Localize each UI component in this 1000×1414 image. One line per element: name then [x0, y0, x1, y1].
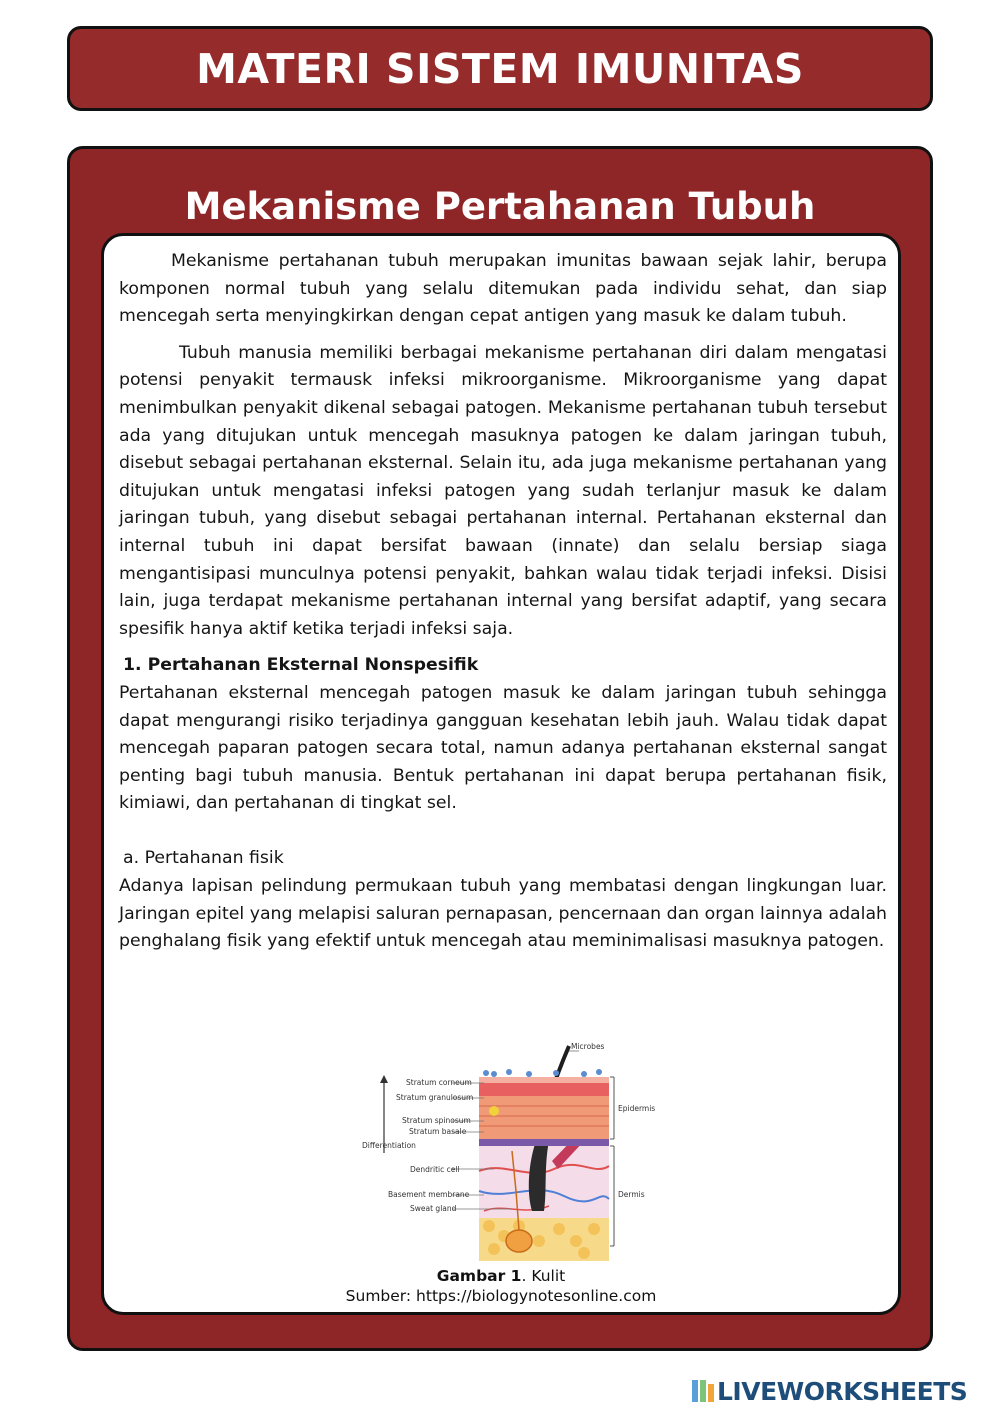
article-text [119, 248, 887, 956]
logo-icon [692, 1380, 714, 1402]
subheading-physical: a. Pertahanan fisik [123, 848, 284, 869]
paragraph-intro: Mekanisme pertahanan tubuh merupakan imunitas bawaan sejak lahir, berupa komponen normal tubuh yang selalu ditemukan pada individu sehat, dan siap mencegah serta menyingkirkan dengan cepat antigen yang masuk ke dalam tubuh. [119, 251, 887, 327]
section-title: Mekanisme Pertahanan Tubuh [184, 185, 816, 228]
label-stratum-corneum: Stratum corneum [406, 1078, 472, 1087]
label-microbes: Microbes [571, 1042, 605, 1051]
logo-text: LIVEWORKSHEETS [717, 1376, 968, 1406]
caption-text: . Kulit [521, 1267, 566, 1285]
label-dendritic-cell: Dendritic cell [410, 1165, 460, 1174]
heading-external-defense: 1. Pertahanan Eksternal Nonspesifik [123, 655, 479, 676]
content-card [101, 233, 901, 1315]
label-dermis: Dermis [618, 1190, 645, 1199]
paragraph-defense: Tubuh manusia memiliki berbagai mekanisme pertahanan diri dalam mengatasi potensi penyakit termausk infeksi mikroorganisme. Mikroorganisme yang dapat menimbulkan penyakit dikenal sebagai patogen. Mekanisme pertahanan tubuh tersebut ada yang ditujukan untuk mencegah masuknya patogen ke dalam jaringan tubuh, disebut sebagai pertahanan eksternal. Selain itu, ada juga mekanisme pertahanan yang ditujukan untuk mengatasi infeksi patogen yang sudah terlanjur masuk ke dalam jaringan tubuh, yang disebut sebagai pertahanan internal. Pertahanan eksternal dan internal tubuh ini dapat bersifat bawaan (innate) dan selalu bersiap siaga mengantisipasi munculnya potensi penyakit, bahkan walau tidak terjadi infeksi. Disisi lain, juga terdapat mekanisme pertahanan internal yang bersifat adaptif, yang secara spesifik hanya aktif ketika terjadi infeksi saja. [119, 342, 887, 639]
caption-label: Gambar 1 [436, 1267, 522, 1285]
label-basement-membrane: Basement membrane [388, 1190, 470, 1199]
label-stratum-spinosum: Stratum spinosum [402, 1116, 471, 1125]
caption-source: Sumber: https://biologynotesonline.com [345, 1287, 657, 1305]
page-title: MATERI SISTEM IMUNITAS [196, 44, 804, 93]
title-banner [67, 26, 933, 111]
label-stratum-granulosum: Stratum granulosum [396, 1093, 474, 1102]
paragraph-physical: Adanya lapisan pelindung permukaan tubuh yang membatasi dengan lingkungan luar. Jaringan epitel yang melapisi saluran pernapasan, pencernaan dan organ lainnya adalah penghalang fisik yang efektif untuk mencegah atau meminimalisasi masuknya patogen. [119, 876, 887, 952]
liveworksheets-logo[interactable] [692, 1376, 967, 1406]
paragraph-external: Pertahanan eksternal mencegah patogen masuk ke dalam jaringan tubuh sehingga dapat mengurangi risiko terjadinya gangguan kesehatan lebih jauh. Walau tidak dapat mencegah paparan patogen secara total, namun adanya pertahanan eksternal sangat penting bagi tubuh manusia. Bentuk pertahanan ini dapat berupa pertahanan fisik, kimiawi, dan pertahanan di tingkat sel. [119, 682, 887, 814]
skin-diagram [344, 1041, 664, 1266]
label-differentiation: Differentiation [362, 1141, 416, 1150]
label-stratum-basale: Stratum basale [409, 1127, 467, 1136]
label-epidermis: Epidermis [618, 1104, 656, 1113]
figure-caption [104, 1266, 898, 1306]
label-sweat-gland: Sweat gland [410, 1204, 457, 1213]
main-panel [67, 146, 933, 1351]
